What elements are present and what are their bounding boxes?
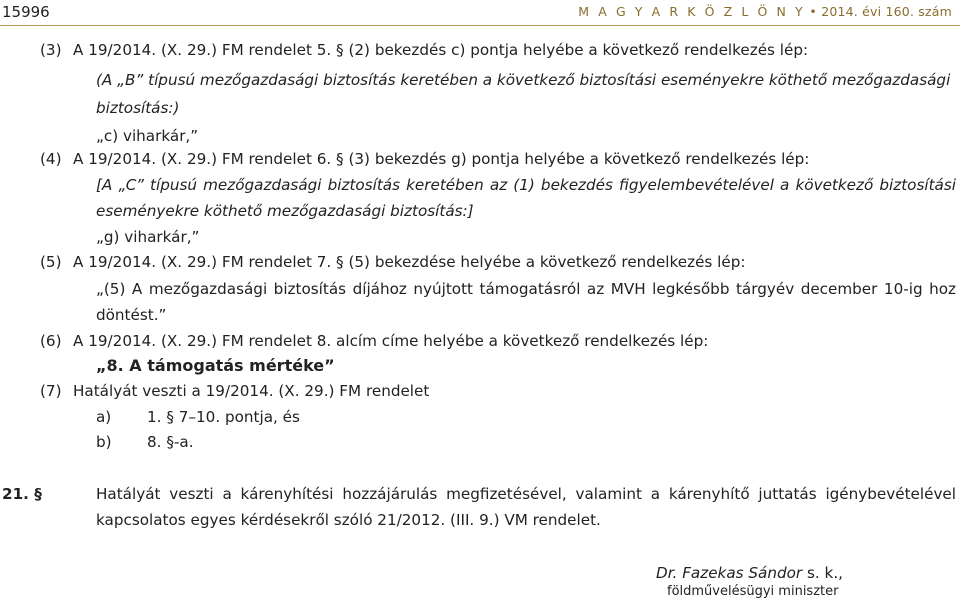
item-6-label: (6) [40,332,62,350]
item-6-text: A 19/2014. (X. 29.) FM rendelet 8. alcím címe helyébe a következő rendelkezés lép: [73,332,709,350]
signature-line [656,563,843,583]
item-7-a-label: a) [96,408,112,426]
section-21-block [96,484,956,504]
header-bullet: • [809,4,817,19]
item-4-quote-line1: [A „C” típusú mezőgazdasági biztosítás keretében az (1) bekezdés figyelembevételével a következő biztosítási [96,176,956,194]
item-4-quote-line2: eseményekre köthető mezőgazdasági biztosítás:] [96,202,474,220]
page-number: 15996 [2,3,50,21]
item-5-quote-line2: döntést.” [96,306,167,324]
item-3-quote-line2: biztosítás:) [96,99,180,117]
item-5-label: (5) [40,253,62,271]
item-7-a-text: 1. § 7–10. pontja, és [147,408,300,426]
section-21-line1: Hatályát veszti a kárenyhítési hozzájárulás megfizetésével, valamint a kárenyhítő juttatás igénybevételével [96,485,956,503]
item-4-quote-block [96,175,956,195]
item-7-text: Hatályát veszti a 19/2014. (X. 29.) FM rendelet [73,382,430,400]
item-4-text: A 19/2014. (X. 29.) FM rendelet 6. § (3) bekezdés g) pontja helyébe a következő rendelkezés lép: [73,150,810,168]
issue-label: 2014. évi 160. szám [821,4,952,19]
item-7-b-label: b) [96,433,112,451]
item-3-new-text: „c) viharkár,” [96,127,199,145]
signature-title: földművelésügyi miniszter [667,584,839,599]
signature-name: Dr. Fazekas Sándor [656,564,803,582]
item-4-new-text: „g) viharkár,” [96,228,200,246]
header-rule [0,25,960,26]
item-3-quote-line1: (A „B” típusú mezőgazdasági biztosítás keretében a következő biztosítási eseményekre köthető mezőgazdasági [96,71,951,89]
journal-title: M A G Y A R K Ö Z L Ö N Y [578,4,806,19]
item-3-text: A 19/2014. (X. 29.) FM rendelet 5. § (2) bekezdés c) pontja helyébe a következő rendelkezés lép: [73,41,809,59]
item-5-quote-line1: „(5) A mezőgazdasági biztosítás díjához nyújtott támogatásról az MVH legkésőbb tárgyév december 10-ig hoz [96,280,956,298]
item-7-label: (7) [40,382,62,400]
item-4-label: (4) [40,150,62,168]
item-7-b-text: 8. §-a. [147,433,194,451]
signature-suffix: s. k., [802,564,844,582]
item-3-label: (3) [40,41,62,59]
item-6-new-title: „8. A támogatás mértéke” [96,356,335,375]
item-5-text: A 19/2014. (X. 29.) FM rendelet 7. § (5) bekezdése helyébe a következő rendelkezés lép: [73,253,746,271]
journal-header [578,4,952,19]
section-21-number: 21. § [2,485,42,503]
section-21-line2: kapcsolatos egyes kérdésekről szóló 21/2012. (III. 9.) VM rendelet. [96,511,601,529]
item-5-quote-block [96,279,956,299]
